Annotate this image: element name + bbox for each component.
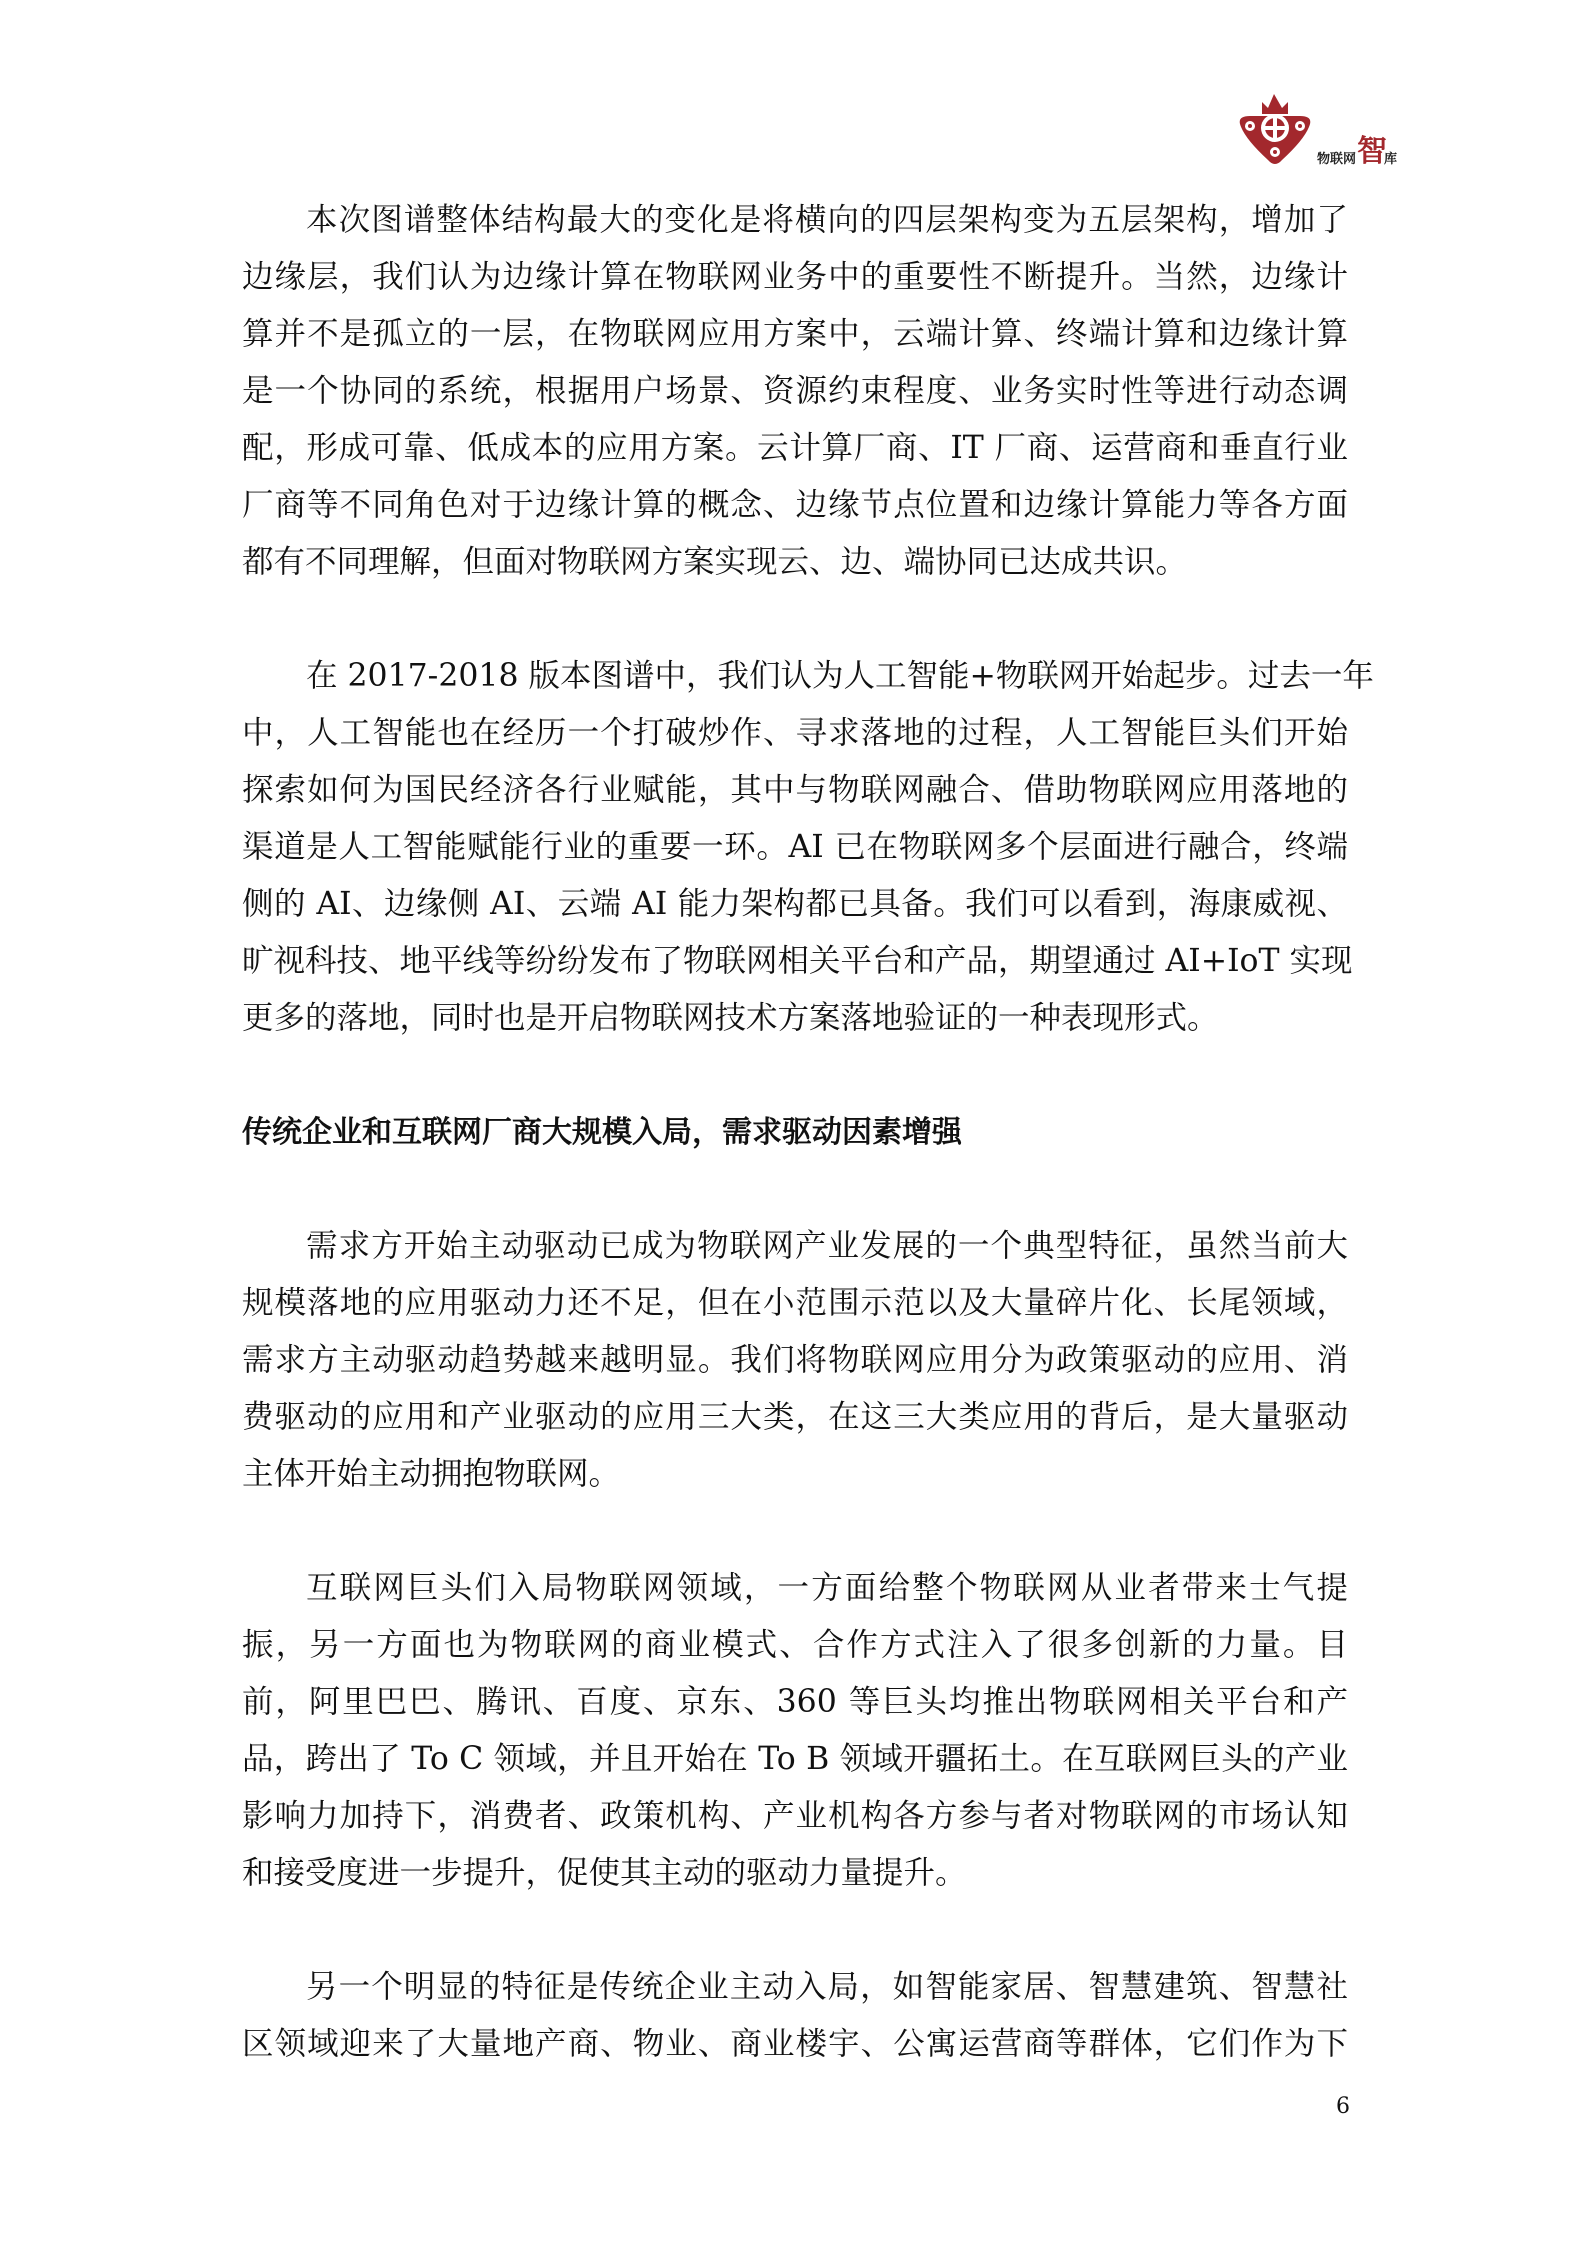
text-line: 需求方开始主动驱动已成为物联网产业发展的一个典型特征，虽然当前大 xyxy=(306,1228,1348,1264)
text-line: 厂商等不同角色对于边缘计算的概念、边缘节点位置和边缘计算能力等各方面 xyxy=(242,487,1348,523)
paragraph-spacer xyxy=(242,1161,1348,1218)
text-line: 在 2017-2018 版本图谱中，我们认为人工智能+物联网开始起步。过去一年 xyxy=(306,658,1374,694)
text-line: 配，形成可靠、低成本的应用方案。云计算厂商、IT 厂商、运营商和垂直行业 xyxy=(242,430,1348,466)
document-body xyxy=(242,192,1374,2073)
page-number: 6 xyxy=(1336,2094,1350,2119)
text-line: 是一个协同的系统，根据用户场景、资源约束程度、业务实时性等进行动态调 xyxy=(242,373,1348,409)
text-line: 品，跨出了 To C 领域，并且开始在 To B 领域开疆拓土。在互联网巨头的产业 xyxy=(242,1741,1348,1777)
paragraph-spacer xyxy=(242,1047,1348,1104)
paragraph xyxy=(242,648,1374,1047)
paragraph-spacer xyxy=(242,1902,1348,1959)
text-line: 主体开始主动拥抱物联网。 xyxy=(242,1456,621,1492)
text-line: 本次图谱整体结构最大的变化是将横向的四层架构变为五层架构，增加了 xyxy=(306,202,1348,238)
heading-text: 传统企业和互联网厂商大规模入局，需求驱动因素增强 xyxy=(242,1115,962,1150)
text-line: 探索如何为国民经济各行业赋能，其中与物联网融合、借助物联网应用落地的 xyxy=(242,772,1348,808)
text-line: 都有不同理解，但面对物联网方案实现云、边、端协同已达成共识。 xyxy=(242,544,1188,580)
logo-text: 物联网 xyxy=(1317,152,1357,167)
text-line: 边缘层，我们认为边缘计算在物联网业务中的重要性不断提升。当然，边缘计 xyxy=(242,259,1348,295)
text-line: 另一个明显的特征是传统企业主动入局，如智能家居、智慧建筑、智慧社 xyxy=(306,1969,1348,2005)
text-line: 振，另一方面也为物联网的商业模式、合作方式注入了很多创新的力量。目 xyxy=(242,1627,1348,1663)
text-line: 互联网巨头们入局物联网领域，一方面给整个物联网从业者带来士气提 xyxy=(306,1570,1348,1606)
paragraph xyxy=(242,192,1348,591)
text-line: 和接受度进一步提升，促使其主动的驱动力量提升。 xyxy=(242,1855,967,1891)
paragraph xyxy=(242,1560,1348,1902)
text-line: 区领域迎来了大量地产商、物业、商业楼宇、公寓运营商等群体，它们作为下 xyxy=(242,2026,1348,2062)
text-line: 需求方主动驱动趋势越来越明显。我们将物联网应用分为政策驱动的应用、消 xyxy=(242,1342,1348,1378)
section-heading xyxy=(242,1104,1348,1161)
text-line: 费驱动的应用和产业驱动的应用三大类，在这三大类应用的背后，是大量驱动 xyxy=(242,1399,1348,1435)
text-line: 规模落地的应用驱动力还不足，但在小范围示范以及大量碎片化、长尾领域， xyxy=(242,1285,1348,1321)
paragraph-spacer xyxy=(242,1503,1348,1560)
text-line: 旷视科技、地平线等纷纷发布了物联网相关平台和产品，期望通过 AI+IoT 实现 xyxy=(242,943,1353,979)
text-line: 渠道是人工智能赋能行业的重要一环。AI 已在物联网多个层面进行融合，终端 xyxy=(242,829,1348,865)
paragraph xyxy=(242,1218,1348,1503)
text-line: 影响力加持下，消费者、政策机构、产业机构各方参与者对物联网的市场认知 xyxy=(242,1798,1348,1834)
logo-text-accent: 智 xyxy=(1357,134,1387,169)
logo-text-suffix: 库 xyxy=(1384,152,1398,167)
text-line: 中，人工智能也在经历一个打破炒作、寻求落地的过程，人工智能巨头们开始 xyxy=(242,715,1348,751)
text-line: 侧的 AI、边缘侧 AI、云端 AI 能力架构都已具备。我们可以看到，海康威视、 xyxy=(242,886,1348,922)
text-line: 前，阿里巴巴、腾讯、百度、京东、360 等巨头均推出物联网相关平台和产 xyxy=(242,1684,1348,1720)
logo xyxy=(1232,88,1402,178)
text-line: 更多的落地，同时也是开启物联网技术方案落地验证的一种表现形式。 xyxy=(242,1000,1219,1036)
text-line: 算并不是孤立的一层，在物联网应用方案中，云端计算、终端计算和边缘计算 xyxy=(242,316,1348,352)
paragraph xyxy=(242,1959,1348,2073)
paragraph-spacer xyxy=(242,591,1348,648)
